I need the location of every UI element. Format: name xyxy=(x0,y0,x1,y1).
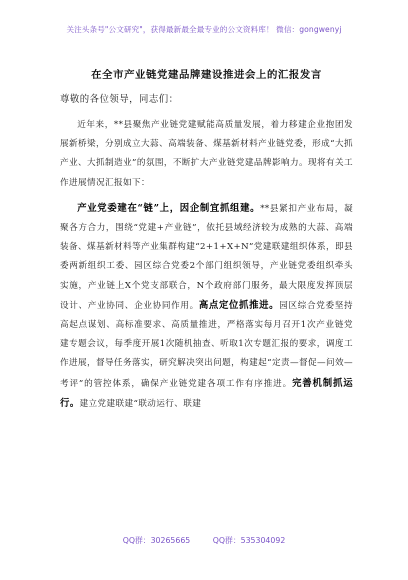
section1-body: **县紧扣产业布局，凝聚各方合力，围绕“党建+产业链”，依托县域经济较为成熟的大蒜、高端装备、煤基新材料等产业集群构建“2+1+X+N”党建联建组织体系，即县委两新组织工委、园区综合党委2个部门组织领导，产业链党委组织牵头实施，产业链上X个党支部联合，N个政府部门服务，最大限度发挥顶层设计、产业协同、企业协同作用。 xyxy=(60,203,354,311)
header-banner: 关注头条号"公文研究"，获得最新最全最专业的公文资料库！ 微信：gongwenyj xyxy=(66,25,342,34)
document-page xyxy=(60,66,353,420)
section1-heading: 产业党委建在“链”上，因企制宜抓组建。 xyxy=(77,202,261,214)
intro-paragraph: 近年来，**县聚焦产业链党建赋能高质量发展，着力移建企业抱团发展新桥梁，分别成立大蒜、高端装备、煤基新材料产业链党委，形成“大抓产业、大抓制造业”的氛围，不断扩大产业链党建品牌影响力。现将有关工作进展情况汇报如下： xyxy=(60,120,353,188)
footer-qq-group-1: QQ群：30265665 xyxy=(122,536,191,545)
section1-paragraph xyxy=(60,199,353,414)
footer-qq-group-2: QQ群：535304092 xyxy=(212,536,286,545)
section2-body: 建立党建联建“联动运行、联建 xyxy=(79,398,202,409)
salutation: 尊敬的各位领导，同志们： xyxy=(60,94,179,105)
section1-body2: 园区综合党委坚持高起点谋划、高标准要求、高质量推进，严格落实每月召开1次产业链党建专题会议，每季度开展1次随机抽查、听取1次专题汇报的要求，调度工作进展，督导任务落实，研究解决突出问题，构建起“定责—督促—问效—考评”的管控体系，确保产业链党建各项工作有序推进。 xyxy=(60,300,354,389)
footer xyxy=(0,535,408,546)
section1-heading2: 高点定位抓推进。 xyxy=(198,299,280,311)
section2-heading: 完善机制抓运行。 xyxy=(60,377,353,409)
document-title: 在全市产业链党建品牌建设推进会上的汇报发言 xyxy=(91,69,322,81)
